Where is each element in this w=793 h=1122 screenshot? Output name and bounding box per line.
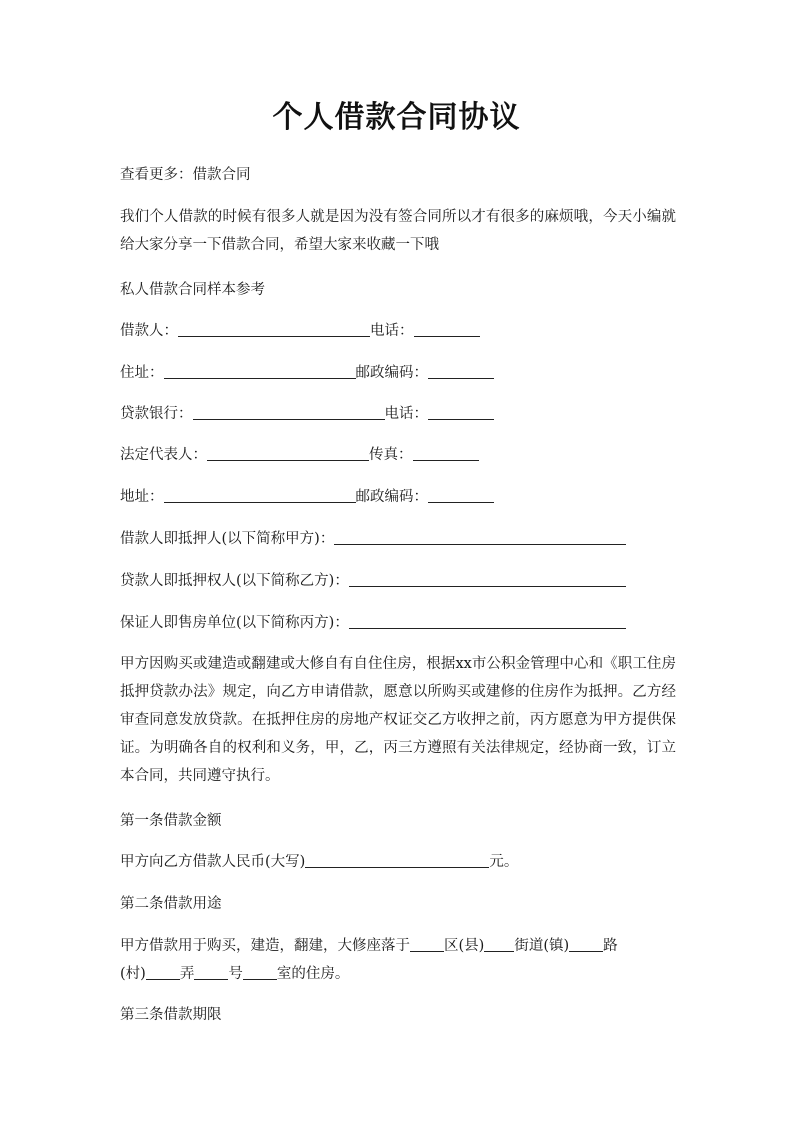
party-a-row <box>120 529 626 549</box>
article2-text-part: 甲方借款用于购买，建造，翻建，大修座落于 <box>120 938 410 954</box>
article2-text <box>120 932 676 988</box>
borrower-label: 借款人： <box>120 323 178 339</box>
road-blank[interactable] <box>569 936 603 952</box>
party-a-label: 借款人即抵押人(以下简称甲方)： <box>120 531 335 547</box>
preamble-paragraph: 甲方因购买或建造或翻建或大修自有自住住房，根据xx市公积金管理中心和《职工住房抵押贷款办法》规定，向乙方申请借款，愿意以所购买或建修的住房作为抵押。乙方经审查同意发放贷款。在抵押住房的房地产权证交乙方收押之前，丙方愿意为甲方提供保证。为明确各自的权利和义务，甲，乙，丙三方遵照有关法律规定，经协商一致，订立本合同，共同遵守执行。 <box>120 656 676 784</box>
fax-label: 传真： <box>369 447 413 463</box>
address-row <box>120 363 494 383</box>
legal-rep-label: 法定代表人： <box>120 447 207 463</box>
postcode-label: 邮政编码： <box>355 365 428 381</box>
number-label: 号 <box>228 966 243 982</box>
phone-label: 电话： <box>370 323 414 339</box>
location-blank[interactable] <box>164 487 356 503</box>
article1-heading: 第一条借款金额 <box>120 813 222 829</box>
bank-blank[interactable] <box>193 404 385 420</box>
party-a-blank[interactable] <box>334 529 626 545</box>
location-label: 地址： <box>120 489 164 505</box>
article1-text <box>120 852 518 872</box>
article2-heading: 第二条借款用途 <box>120 896 222 912</box>
address-label: 住址： <box>120 365 164 381</box>
borrower-row <box>120 321 480 341</box>
article1-text-before: 甲方向乙方借款人民币(大写) <box>120 854 306 870</box>
location-postcode-label: 邮政编码： <box>355 489 428 505</box>
address-blank[interactable] <box>164 363 356 379</box>
sample-heading: 私人借款合同样本参考 <box>120 282 265 298</box>
location-postcode-blank[interactable] <box>428 487 494 503</box>
party-c-label: 保证人即售房单位(以下简称丙方)： <box>120 615 349 631</box>
street-label: 街道(镇) <box>514 938 570 954</box>
loan-amount-blank[interactable] <box>305 852 489 868</box>
location-row <box>120 487 494 507</box>
bank-phone-label: 电话： <box>384 406 428 422</box>
borrower-blank[interactable] <box>178 321 370 337</box>
bank-row <box>120 404 494 424</box>
fax-blank[interactable] <box>413 445 479 461</box>
party-b-label: 贷款人即抵押权人(以下简称乙方)： <box>120 573 349 589</box>
postcode-blank[interactable] <box>428 363 494 379</box>
see-more-link[interactable]: 查看更多：借款合同 <box>120 167 251 183</box>
intro-paragraph: 我们个人借款的时候有很多人就是因为没有签合同所以才有很多的麻烦哦，今天小编就给大家分享一下借款合同，希望大家来收藏一下哦 <box>120 209 676 253</box>
phone-blank[interactable] <box>414 321 480 337</box>
party-b-blank[interactable] <box>349 571 626 587</box>
bank-phone-blank[interactable] <box>428 404 494 420</box>
document-title: 个人借款合同协议 <box>272 100 521 135</box>
room-label: 室的住房。 <box>276 966 350 982</box>
district-label: 区(县) <box>444 938 485 954</box>
party-b-row <box>120 571 626 591</box>
room-blank[interactable] <box>243 964 277 980</box>
article3-heading: 第三条借款期限 <box>120 1007 222 1023</box>
street-blank[interactable] <box>484 936 514 952</box>
lane-blank[interactable] <box>194 964 228 980</box>
article1-text-after: 元。 <box>489 854 519 870</box>
lane-label: 弄 <box>179 966 195 982</box>
party-c-row <box>120 613 626 633</box>
village-blank[interactable] <box>146 964 180 980</box>
bank-label: 贷款银行： <box>120 406 193 422</box>
party-c-blank[interactable] <box>349 613 626 629</box>
legal-rep-row <box>120 445 479 465</box>
district-blank[interactable] <box>410 936 444 952</box>
village-label: (村) <box>120 966 146 982</box>
road-label: 路 <box>603 938 618 954</box>
legal-rep-blank[interactable] <box>207 445 369 461</box>
